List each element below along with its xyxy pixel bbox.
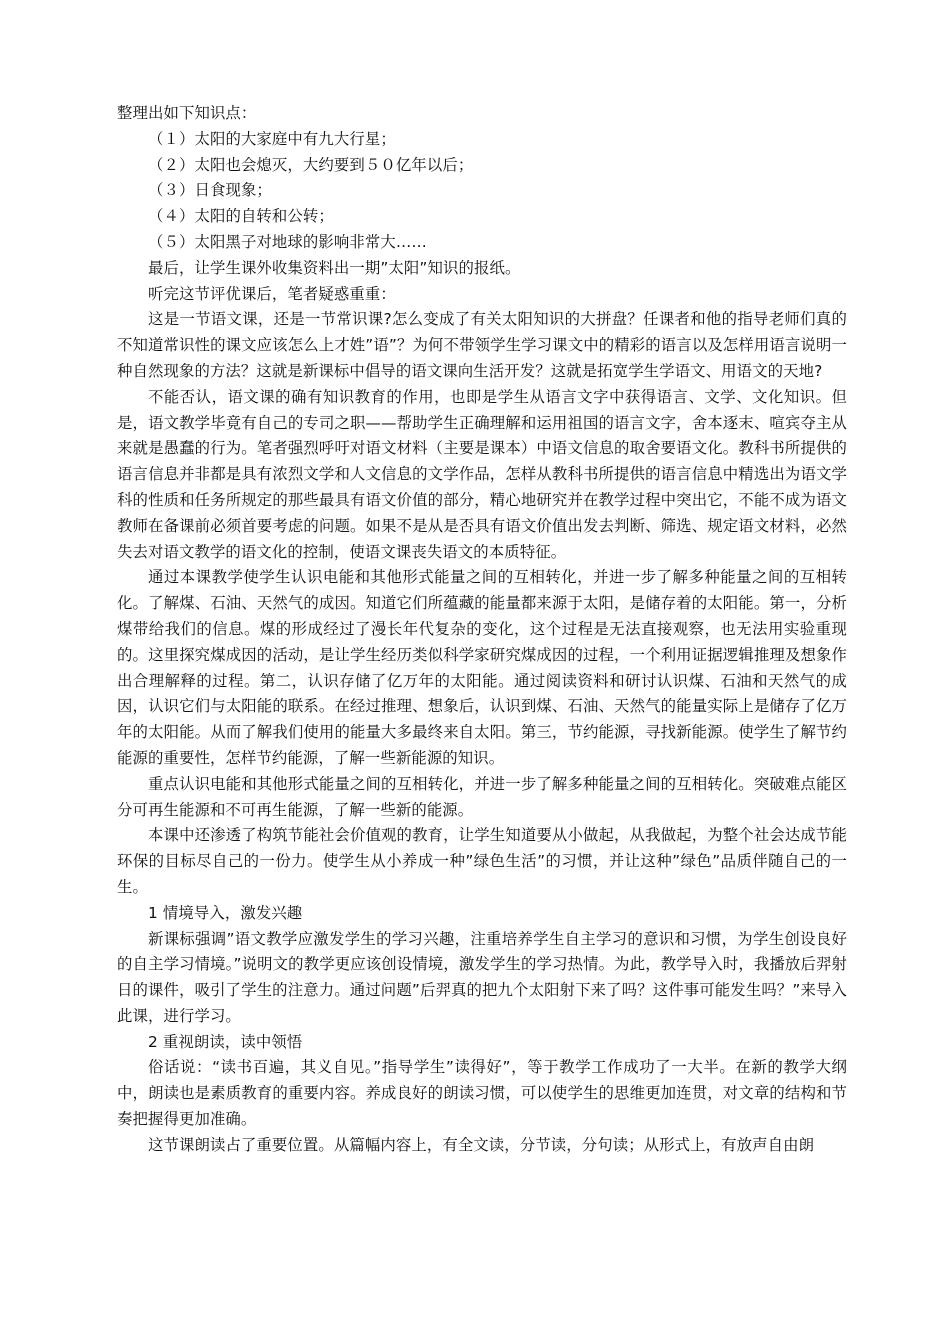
list-item: （４）太阳的自转和公转； (148, 207, 334, 226)
paragraph: 听完这节评优课后，笔者疑惑重重： (148, 284, 396, 303)
list-item: （３）日食现象； (148, 181, 272, 200)
paragraph: 本课中还渗透了构筑节能社会价值观的教育，让学生知道要从小做起，从我做起，为整个社会达成节能环保的目标尽自己的一份力。使学生从小养成一种”绿色生活”的习惯，并让这种”绿色”品质伴随自己的一生。 (117, 826, 847, 896)
paragraph: 这节课朗读占了重要位置。从篇幅内容上，有全文读，分节读，分句读；从形式上，有放声自由朗 (148, 1135, 815, 1154)
paragraph: 整理出如下知识点： (117, 104, 257, 122)
paragraph: 这是一节语文课，还是一节常识课?怎么变成了有关太阳知识的大拼盘？任课者和他的指导老师们真的不知道常识性的课文应该怎么上才姓”语”？为何不带领学生学习课文中的精彩的语言以及怎样用语言说明一种自然现象的方法？这就是新课标中倡导的语文课向生活开发？这就是拓宽学生学语文、用语文的天地? (117, 310, 847, 380)
list-item: （２）太阳也会熄灭，大约要到５０亿年以后； (148, 155, 474, 174)
paragraph: 最后，让学生课外收集资料出一期”太阳”知识的报纸。 (148, 258, 521, 277)
list-item: （５）太阳黑子对地球的影响非常大…… (148, 232, 427, 251)
document-page (117, 101, 847, 1159)
paragraph: 通过本课教学使学生认识电能和其他形式能量之间的互相转化，并进一步了解多种能量之间的互相转化。了解煤、石油、天然气的成因。知道它们所蕴藏的能量都来源于太阳，是储存着的太阳能。第一，分析煤带给我们的信息。煤的形成经过了漫长年代复杂的变化，这个过程是无法直接观察，也无法用实验重现的。这里探究煤成因的活动，是让学生经历类似科学家研究煤成因的过程，一个利用证据逻辑推理及想象作出合理解释的过程。第二，认识存储了亿万年的太阳能。通过阅读资料和研讨认识煤、石油和天然气的成因，认识它们与太阳能的联系。在经过推理、想象后，认识到煤、石油、天然气的能量实际上是储存了亿万年的太阳能。从而了解我们使用的能量大多最终来自太阳。第三，节约能源，寻找新能源。使学生了解节约能源的重要性，怎样节约能源，了解一些新能源的知识。 (117, 568, 847, 767)
section-heading: 1 情境导入，激发兴趣 (148, 903, 303, 922)
section-heading: 2 重视朗读，读中领悟 (148, 1032, 303, 1051)
paragraph: 不能否认，语文课的确有知识教育的作用，也即是学生从语言文字中获得语言、文学、文化知识。但是，语文教学毕竟有自己的专司之职——帮助学生正确理解和运用祖国的语言文字，舍本逐末、喧宾夺主从来就是愚蠢的行为。笔者强烈呼吁对语文材料（主要是课本）中语文信息的取舍要语文化。教科书所提供的语言信息并非都是具有浓烈文学和人文信息的文学作品，怎样从教科书所提供的语言信息中精选出为语文学科的性质和任务所规定的那些最具有语文价值的部分，精心地研究并在教学过程中突出它，不能不成为语文教师在备课前必须首要考虑的问题。如果不是从是否具有语文价值出发去判断、筛选、规定语文材料，必然失去对语文教学的语文化的控制，使语文课丧失语文的本质特征。 (117, 387, 847, 561)
paragraph: 俗话说：“读书百遍，其义自见。”指导学生”读得好”，等于教学工作成功了一大半。在新的教学大纲中，朗读也是素质教育的重要内容。养成良好的朗读习惯，可以使学生的思维更加连贯，对文章的结构和节奏把握得更加准确。 (117, 1058, 847, 1129)
list-item: （１）太阳的大家庭中有九大行星； (148, 129, 396, 148)
paragraph: 新课标强调”语文教学应激发学生的学习兴趣，注重培养学生自主学习的意识和习惯，为学生创设良好的自主学习情境。”说明文的教学更应该创设情境，激发学生的学习热情。为此，教学导入时，我播放后羿射日的课件，吸引了学生的注意力。通过问题”后羿真的把九个太阳射下来了吗？这件事可能发生吗？”来导入此课，进行学习。 (117, 929, 847, 1025)
paragraph: 重点认识电能和其他形式能量之间的互相转化，并进一步了解多种能量之间的互相转化。突破难点能区分可再生能源和不可再生能源，了解一些新的能源。 (117, 774, 847, 819)
